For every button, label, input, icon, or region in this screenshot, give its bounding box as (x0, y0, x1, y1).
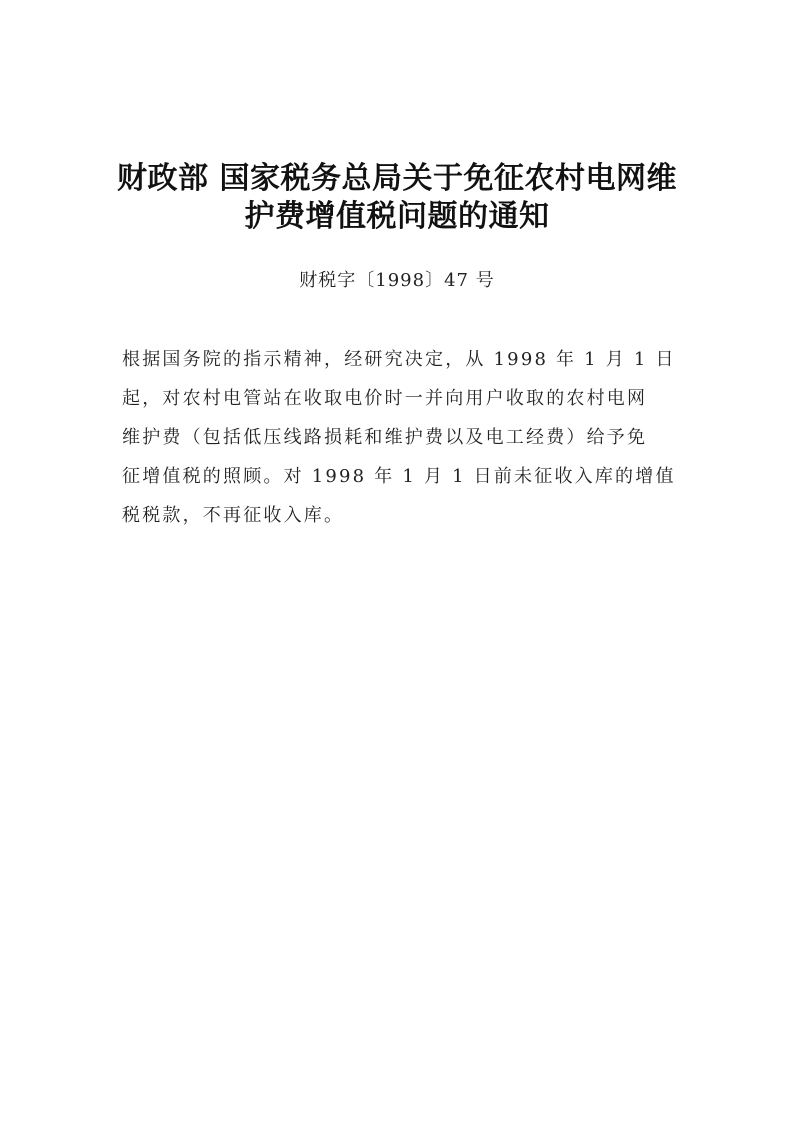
body-line-4: 征增值税的照顾。对 1998 年 1 月 1 日前未征收入库的增值 (122, 466, 676, 487)
body-paragraph (122, 340, 682, 535)
title-line-2: 护费增值税问题的通知 (244, 199, 550, 234)
title-line-1: 财政部 国家税务总局关于免征农村电网维 (117, 161, 677, 196)
body-line-1: 根据国务院的指示精神，经研究决定，从 1998 年 1 月 1 日 (122, 349, 676, 370)
document-number: 财税字〔1998〕47 号 (299, 270, 495, 291)
body-line-5: 税税款，不再征收入库。 (122, 505, 345, 526)
body-line-3: 维护费（包括低压线路损耗和维护费以及电工经费）给予免 (122, 427, 648, 448)
body-line-2: 起，对农村电管站在收取电价时一并向用户收取的农村电网 (122, 388, 648, 409)
document-title (100, 160, 694, 236)
